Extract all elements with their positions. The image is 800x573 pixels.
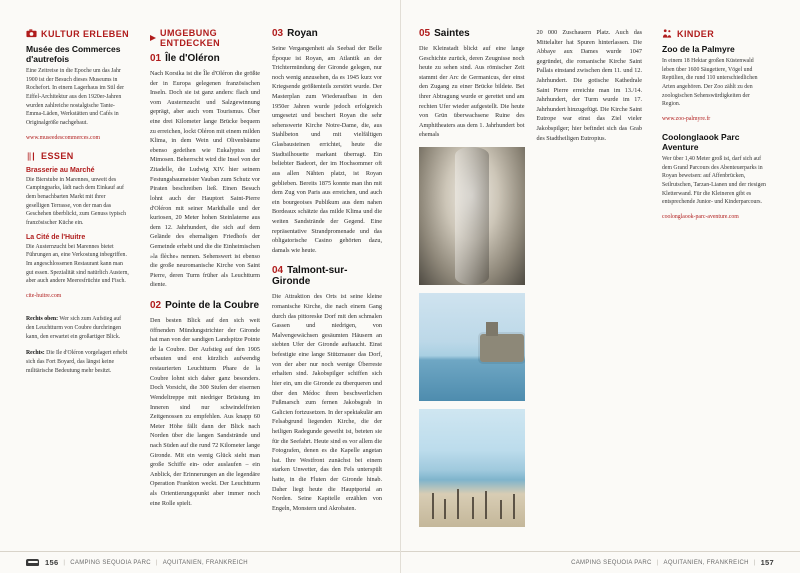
article-01-heading xyxy=(150,53,260,64)
left-column-1 xyxy=(150,28,260,520)
brasserie-title: Brasserie au Marché xyxy=(26,166,95,174)
kultur-erleben-label: KULTUR ERLEBEN xyxy=(41,28,130,39)
essen-label: ESSEN xyxy=(41,151,74,161)
left-footer-brand: CAMPING SEQUOIA PARC xyxy=(70,559,151,566)
right-footer: CAMPING SEQUOIA PARC | AQUITANIEN, FRANKREICH | 157 xyxy=(401,551,800,573)
article-02-text: Den besten Blick auf den sich weit öffnenden Mündungstrichter der Gironde hat man von der sandigen Landspitze Pointe de la Coubre. Der Aufstieg auf den 1905 erbauten und erst kürzlich aufwendig restaurierten Leuchtturm Phare de la Coubre lohnt sich daher ganz besonders. Doch Vorsicht, die 300 Stufen der eisernen Wendeltreppe mit niedriger Brüstung im Inneren sind nur schwindelfreien Zeitgenossen zu empfehlen. Aus knapp 60 Meter Höhe fällt dann der Blick nach Norden über die langen Sandstrände und nach Süden auf die rund 72 Kilometer lange Gironde. Mit ein wenig Glück sieht man große Schiffe ein- oder auslaufen – ein Anblick, der Erinnerungen an die legendäre Operation Frankton weckt. Der Leuchtturm als Orientierungspunkt aber immer noch eine Rolle spielt. xyxy=(150,317,260,507)
kultur-erleben-header xyxy=(26,28,130,39)
caption-note-1-label: Rechts oben: xyxy=(26,315,59,322)
article-04-text: Die Attraktion des Orts ist seine kleine romanische Kirche, die nach einem Gang durch das pittoreske Dorf mit den schmalen Gassen und niedrigen, von Malvengewächsen gesäumten Häusern an siebten Ufer der Gironde auftaucht. Einst befestigte eine lange Stützmauer das Dorf, von der aber nur noch wenige Überreste erhalten sind. Jakobspilger schiffen sich hier ein, um die Gironde zu überqueren und über den Médoc ihren beschwerlichen Fußmarsch zum fernen Jakobsgrab in Galicien fortzusetzen. In der spektakulär am Felsabgrund liegenden Kirche, die der heiligen Radegunde geweiht ist, beteten sie für die Seefahrt. Heute sind es vor allem die Fotografen, denen es die Kapelle angetan hat. Ihre Westfront zunächst bei einem starken Unwetter, das den Fels unterspült hatte, in die Fluten der Gironde hinab. Daher liegt heute die Hauptportal an Norden. Seine Kapitelle erzählen von Engeln, Monstern und Akrobaten. xyxy=(272,293,382,512)
huitre-text: Die Austernzucht bei Marennes bietet Führungen an, eine Verkostung inbegriffen. Im angeschlossenen Restaurant kann man gut essen. Spezialität sind natürlich Austern, aber auch andere Meeresfrüchte und Fisch. xyxy=(26,243,129,285)
parc-aventure-title: Coolonglaook Parc Aventure xyxy=(662,131,740,152)
article-01-number: 01 xyxy=(150,53,162,64)
right-footer-region: AQUITANIEN, FRANKREICH xyxy=(663,559,749,566)
article-05-text-part1: Die Kleinstadt blickt auf eine lange Geschichte zurück, deren Zeugnisse noch heute zu sehen sind. Aus römischer Zeit stammt der Arc de Germanicus, der einst den Zugang zu einer Brücke bildete. Bei ihrer Abtragung wurde er gerettet und am rechten Ufer wieder aufgestellt. Die heute von Grün überwachsene Ruine des Amphitheaters aus dem 1. Jahrhundert bot ehemals xyxy=(419,45,525,139)
left-sidebar xyxy=(26,28,138,520)
parc-aventure-link[interactable]: coolonglaook-parc-aventure.com xyxy=(662,213,739,220)
article-02-number: 02 xyxy=(150,300,162,312)
left-column-2 xyxy=(272,28,382,520)
museum-link[interactable]: www.museedescommerces.com xyxy=(26,134,100,141)
article-05-heading xyxy=(419,28,525,39)
museum-text: Eine Zeitreise in die Epoche um das Jahr 1900 ist der Besuch dieses Museums in Rochefort. In einem Lagerhaus im Stil der Eiffel-Architektur aus den 1920er-Jahren wurden zahlreiche nostalgische Tante-Emma-Läden, Werkstätten und Cafés in Originalgröße nachgebaut. xyxy=(26,68,125,127)
lighthouse-stairs-photo xyxy=(419,147,525,285)
article-04-heading xyxy=(272,265,382,287)
article-02-title: Pointe de la Coubre xyxy=(165,300,260,312)
zoo-title: Zoo de la Palmyre xyxy=(662,44,735,54)
article-05-title: Saintes xyxy=(434,28,470,39)
kinder-header xyxy=(662,28,766,39)
article-01-title: Île d'Oléron xyxy=(165,53,220,64)
museum-title: Musée des Commerces d'autrefois xyxy=(26,44,121,64)
caption-note-2-text: Die Ile d'Oléron vorgelagert erhebt sich das Fort Boyard, das längst keine militärische Bedeutung mehr besitzt. xyxy=(26,349,128,374)
right-footer-brand: CAMPING SEQUOIA PARC xyxy=(571,559,652,566)
right-column-2 xyxy=(537,28,643,535)
right-column-1 xyxy=(419,28,525,535)
umgebung-entdecken-header xyxy=(150,28,260,48)
parc-aventure-text: Wer über 1,40 Meter groß ist, darf sich auf dem Grand Parcours des Abenteuerparks in Royan beweisen: auf Affenbrücken, Seilrutschen, Tarzan-Lianen und der riesigen Kletterwand. Für die Kleineren gibt es entsprechende Junior- und Kinderparcours. xyxy=(662,155,766,206)
family-icon xyxy=(662,28,673,39)
right-sidebar xyxy=(654,28,774,535)
essen-header xyxy=(26,151,130,162)
right-page-number: 157 xyxy=(760,558,774,567)
huitre-link[interactable]: cite-huitre.com xyxy=(26,293,62,300)
lighthouse-stairs-spiral xyxy=(455,147,489,285)
article-03-text: Seine Vergangenheit als Seebad der Belle Époque ist Royan, am Atlantik an der Trichtermündung der Gironde gelegen, nur noch wenig anzusehen, da es 1945 kurz vor Kriegsende größtenteils zerstört wurde. Der Masterplan zum Wiederaufbau in den 1950er Jahren wurde jedoch erfolgreich umgesetzt und beschert Royan die sehr sehenswerte Kirche Notre-Dame, die, aus Stahlbeton und mit vielfältigen Glasbausteinen errichtet, heute die Stadtsilhouette markant überragt. Ein beliebter Badeort, der im Hochsommer oft aus allen Nähten platzt, ist Royan geblieben. Bereits 1875 konnte man ihn mit dem Zug von Paris aus erreichen, und auch ein bourgeoises Publikum aus dem nahen Bordeaux schätzte das milde Klima und die weiten Sandstrände der Gegend. Eine repräsentative Strandpromenade und das obligatorische Casino gehörten dazu, damals wie heute. xyxy=(272,45,382,254)
arrow-right-icon xyxy=(150,35,156,41)
huitre-title: La Cité de l'Huitre xyxy=(26,233,86,241)
bus-icon xyxy=(26,559,39,566)
article-05-text-part2: 20 000 Zuschauern Platz. Auch das Mittelalter hat Spuren hinterlassen. Die Abbaye aux Dames wurde 1047 gegründet, die romanische Kirche Saint Pallais einstand zwischen dem 11. und 12. Jahrhundert. Die gotische Kathedrale Saint Pierre erreichte man im 13./14. Jahrhundert, der Turm wurde im 17. Jahrhundert hinzugefügt. Die Kirche Saint Eutrope war einst das Ziel vieler Jakobspilger; hier befindet sich das Grab des Stadtheiligen Eutropius. xyxy=(536,29,642,142)
caption-note-2-label: Rechts: xyxy=(26,349,45,356)
left-footer-region: AQUITANIEN, FRANKREICH xyxy=(162,559,248,566)
article-03-heading xyxy=(272,28,382,39)
left-page-number: 156 xyxy=(45,558,59,567)
brasserie-text: Die Bierstube in Marennes, unweit des Campingparks, lädt nach dem Einkauf auf dem benachbarten Markt mit ihrer geselligen Terrasse, von der man das Geschehen überblickt, zum Genuss typisch französischer Küche ein. xyxy=(26,176,126,226)
article-05-number: 05 xyxy=(419,28,431,39)
zoo-link[interactable]: www.zoo-palmyre.fr xyxy=(662,116,711,123)
umgebung-entdecken-label: UMGEBUNG ENTDECKEN xyxy=(160,28,221,48)
camera-icon xyxy=(26,28,37,39)
fort-boyard-photo xyxy=(419,293,525,401)
caption-note-1-text: Wer sich zum Aufstieg auf den Leuchtturm von Coubre durchringen kann, den erwartet ein großartiger Blick. xyxy=(26,315,122,340)
article-03-title: Royan xyxy=(287,28,318,39)
left-footer: 156 | CAMPING SEQUOIA PARC | AQUITANIEN, FRANKREICH xyxy=(0,551,400,573)
beach-photo xyxy=(419,409,525,527)
article-03-number: 03 xyxy=(272,28,284,39)
article-01-text: Nach Korsika ist die Île d'Oléron die größte der in Europa gelegenen französischen Inseln. Doch sie ist ganz anders: flach und vom Austernzucht und Salzgewinnung geprägt, aber auch vom Tourismus. Über eine drei Kilometer lange Brücke bequem zu erreichen, lockt Oléron mit einem milden Klima, in dem Wein und Olivenbäume ebenso gedeihen wie Eukalyptus und Mimosen. Beherrscht wird die Insel von der Zitadelle, die Ludwig XIV. hier seinem Festungsbaumeister Vauban zum Schutz vor Piraten beschreiben ließ. Einen Besuch lohnt auch der Hauptort Saint-Pierre d'Oléron mit seiner Markthalle und der kuriosen, 20 Meter hohen Steinlaterne aus dem 12. Jahrhundert, die sich auf dem Gelände des ehemaligen Friedhofs der Gemeinde erhebt und die die Einheimischen »la flèche« nennen. Sehenswert ist ebenso die große neuromanische Kirche von Saint Pierre, deren Turm früher als Leuchtturm diente. xyxy=(150,70,260,289)
zoo-text: In einem 18 Hektar großen Küstenwald leben über 1600 Säugetiere, Vögel und Reptilien, die rund 110 unterschiedlichen Arten angehören. Der Zoo zählt zu den zoologischen Sehenswürdigkeiten der Region. xyxy=(662,58,758,108)
article-02-heading xyxy=(150,300,260,311)
right-page xyxy=(400,0,800,573)
article-04-title: Talmont-sur-Gironde xyxy=(272,265,348,288)
caption-note-2 xyxy=(26,349,130,376)
fort-boyard-structure xyxy=(480,334,524,362)
article-04-number: 04 xyxy=(272,265,284,277)
caption-note-1 xyxy=(26,315,130,342)
fork-knife-icon xyxy=(26,151,37,162)
kinder-label: KINDER xyxy=(677,28,715,39)
